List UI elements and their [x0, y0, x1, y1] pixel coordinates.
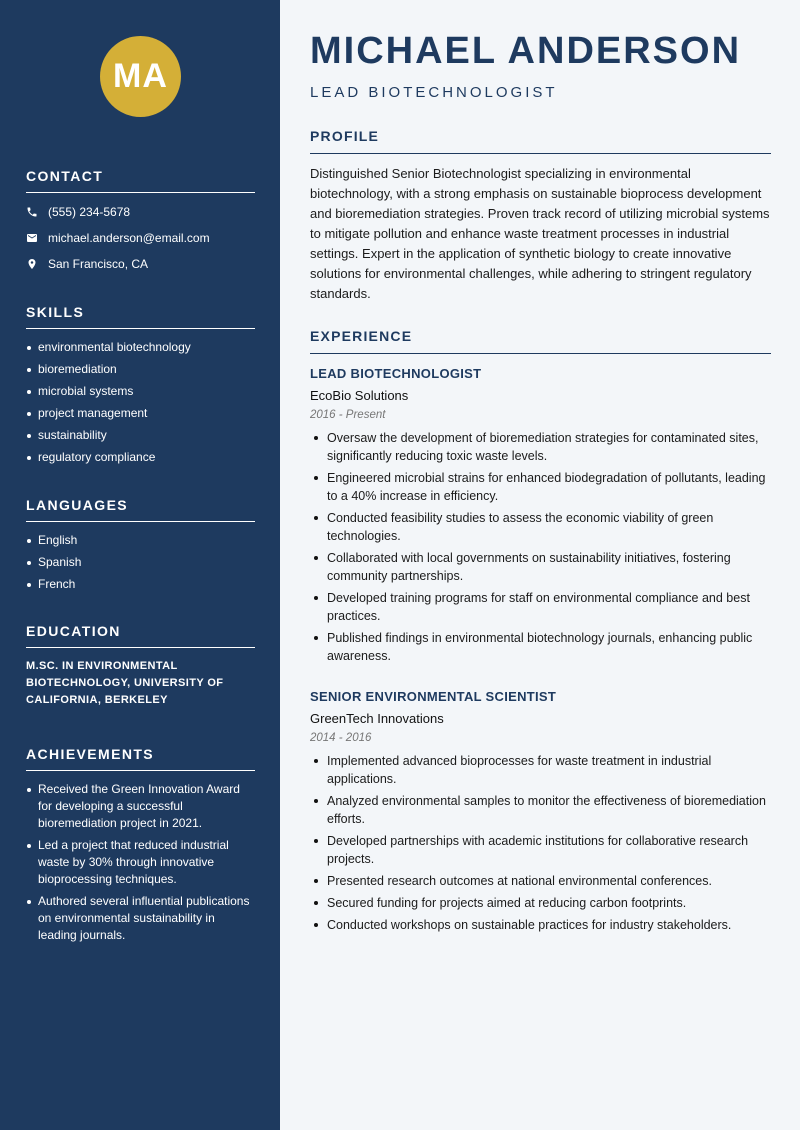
job-bullet: Secured funding for projects aimed at reducing carbon footprints.: [310, 894, 771, 912]
phone-text: (555) 234-5678: [48, 204, 131, 219]
skills-list: [26, 339, 255, 466]
job-company: EcoBio Solutions: [310, 388, 409, 403]
job-bullet: Conducted feasibility studies to assess the economic viability of green technologies.: [310, 509, 771, 545]
achievements-heading: ACHIEVEMENTS: [26, 746, 255, 771]
job-bullets: [310, 429, 771, 665]
skill-item: project management: [26, 405, 255, 422]
profile-section: [310, 128, 771, 304]
contact-phone[interactable]: [26, 204, 255, 219]
avatar: MA: [100, 36, 181, 117]
email-text: michael.anderson@email.com: [48, 230, 210, 245]
education-heading: EDUCATION: [26, 623, 255, 648]
job-bullets: [310, 752, 771, 934]
job-bullet: Collaborated with local governments on sustainability initiatives, fostering community partnerships.: [310, 549, 771, 585]
education-degree: M.SC. IN ENVIRONMENTAL BIOTECHNOLOGY, UNIVERSITY OF CALIFORNIA, BERKELEY: [26, 660, 224, 706]
job-bullet: Conducted workshops on sustainable practices for industry stakeholders.: [310, 916, 771, 934]
location-text: San Francisco, CA: [48, 256, 149, 271]
achievements-list: [26, 781, 255, 944]
location-pin-icon: [26, 258, 48, 270]
job-bullet: Presented research outcomes at national environmental conferences.: [310, 872, 771, 890]
language-item: English: [26, 532, 255, 549]
job-dates: 2014 - 2016: [310, 732, 372, 744]
job-bullet: Published findings in environmental biotechnology journals, enhancing public awareness.: [310, 629, 771, 665]
job-bullet: Implemented advanced bioprocesses for waste treatment in industrial applications.: [310, 752, 771, 788]
contact-section: [26, 168, 255, 271]
job-title: SENIOR ENVIRONMENTAL SCIENTIST: [310, 689, 557, 704]
job-title: LEAD BIOTECHNOLOGIST: [310, 366, 482, 381]
languages-section: [26, 497, 255, 598]
candidate-role: LEAD BIOTECHNOLOGIST: [310, 84, 558, 101]
skill-item: sustainability: [26, 427, 255, 444]
job-bullet: Developed training programs for staff on environmental compliance and best practices.: [310, 589, 771, 625]
achievements-section: [26, 746, 255, 949]
job-bullet: Engineered microbial strains for enhanced biodegradation of pollutants, leading to a 40% increase in efficiency.: [310, 469, 771, 505]
skill-item: microbial systems: [26, 383, 255, 400]
languages-heading: LANGUAGES: [26, 497, 255, 522]
profile-summary: Distinguished Senior Biotechnologist specializing in environmental biotechnology, with a strong emphasis on sustainable bioprocess development and bioremediation strategies. Proven track record of utilizing microbial systems to mitigate pollution and enhance waste treatment processes in industrial settings. Expert in the application of synthetic biology to create innovative solutions for environmental challenges, while adhering to stringent regulatory standards.: [310, 166, 770, 301]
job-company: GreenTech Innovations: [310, 711, 444, 726]
job-dates: 2016 - Present: [310, 409, 386, 421]
skills-heading: SKILLS: [26, 304, 255, 329]
contact-location: [26, 256, 255, 271]
achievement-item: Authored several influential publications on environmental sustainability in leading journals.: [26, 893, 255, 944]
job-bullet: Oversaw the development of bioremediation strategies for contaminated sites, significantly reducing toxic waste levels.: [310, 429, 771, 465]
skill-item: environmental biotechnology: [26, 339, 255, 356]
job-bullet: Developed partnerships with academic institutions for collaborative research projects.: [310, 832, 771, 868]
email-icon: [26, 232, 48, 244]
job-entry: [310, 366, 771, 669]
language-item: French: [26, 576, 255, 593]
profile-heading: PROFILE: [310, 128, 771, 154]
skill-item: bioremediation: [26, 361, 255, 378]
experience-heading: EXPERIENCE: [310, 328, 771, 354]
languages-list: [26, 532, 255, 593]
education-section: [26, 623, 255, 709]
contact-heading: CONTACT: [26, 168, 255, 193]
phone-icon: [26, 206, 48, 218]
candidate-name: MICHAEL ANDERSON: [310, 30, 742, 72]
sidebar: [0, 0, 280, 1130]
achievement-item: Led a project that reduced industrial waste by 30% through innovative bioprocessing techniques.: [26, 837, 255, 888]
job-bullet: Analyzed environmental samples to monitor the effectiveness of bioremediation efforts.: [310, 792, 771, 828]
experience-section: [310, 328, 771, 354]
skill-item: regulatory compliance: [26, 449, 255, 466]
achievement-item: Received the Green Innovation Award for developing a successful bioremediation project in 2021.: [26, 781, 255, 832]
contact-email[interactable]: [26, 230, 255, 245]
skills-section: [26, 304, 255, 471]
job-entry: [310, 689, 771, 938]
language-item: Spanish: [26, 554, 255, 571]
